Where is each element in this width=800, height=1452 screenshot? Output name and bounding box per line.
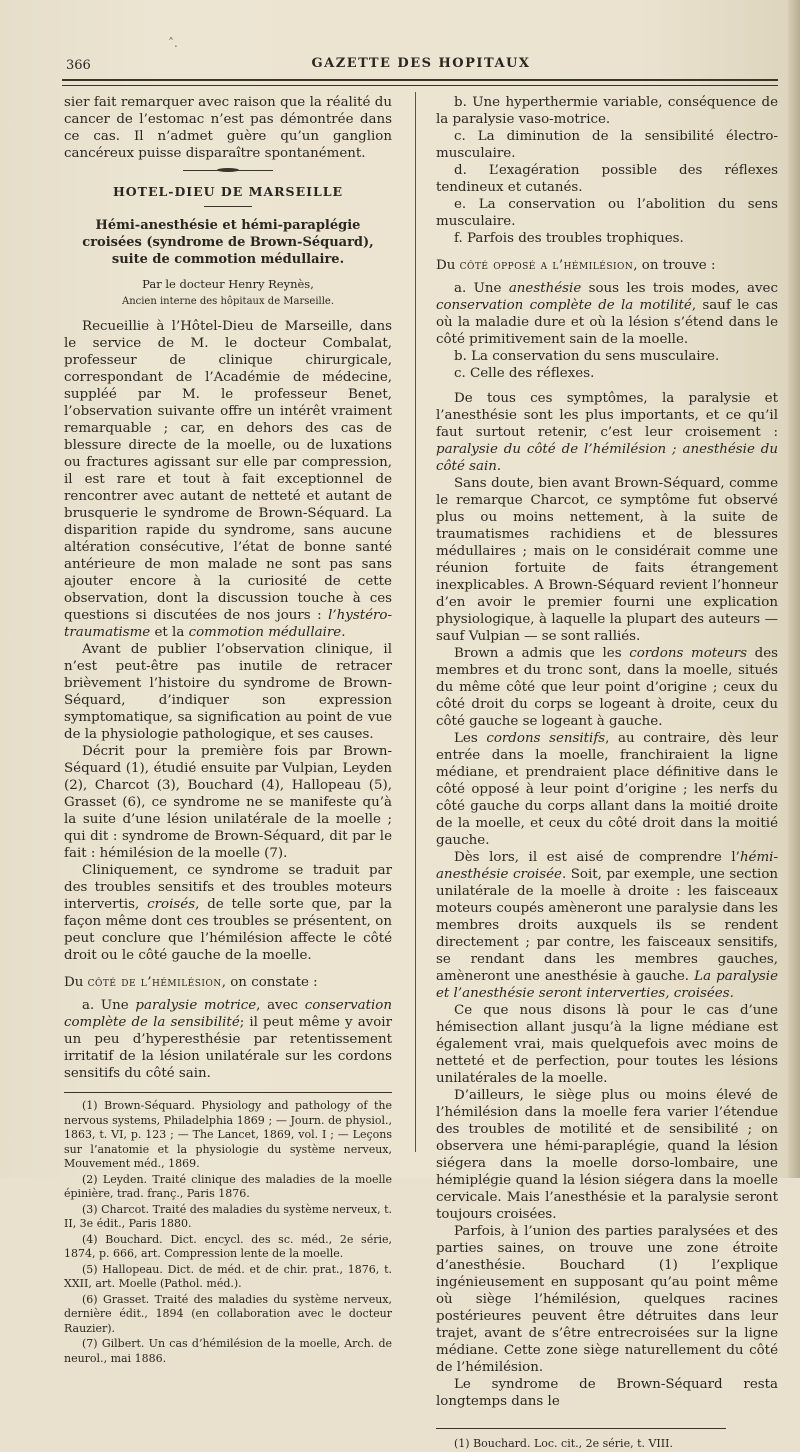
- rp5-a: Dès lors, il est aisé de comprendre l’: [454, 850, 740, 865]
- left-column: [64, 94, 392, 1367]
- rp5-em: hémi-anesthésie croisée: [436, 850, 778, 882]
- journal-title: GAZETTE DES HOPITAUX: [311, 56, 531, 71]
- term-hystero: l’hystéro-traumatisme: [64, 608, 392, 640]
- right-paragraph-8: Parfois, à l’union des parties paralysées et des parties saines, on trouve une zone étroite d’anesthésie. Bouchard (1) l’explique ingénieusement en supposant qu’au point même où siège l’hémilésion, quelques racines postérieures peuvent être détruites dans leur trajet, avant de s’être entrecroisées sur la ligne médiane. Cette zone siège naturellement du côté de l’hémilésion.: [436, 1224, 778, 1375]
- footnote: (4) Bouchard. Dict. encycl. des sc. méd., 2e série, 1874, p. 666, art. Compression lente de la moelle.: [64, 1232, 392, 1260]
- page-edge: [788, 0, 800, 1178]
- rp5-b: . Soit, par exemple, une section unilatérale de la moelle à droite : les faisceaux moteurs coupés amèneront une paralysie dans les membres droits auxquels ils se rendent directement ; par contre, les faisceaux sensitifs, se rendant dans les membres gauches, amèneront une anesthésie à gauche.: [436, 867, 778, 984]
- lead-1-a: Du: [64, 975, 84, 990]
- rp4-em: cordons sensitifs: [486, 731, 606, 746]
- item-a-3: ; il peut même y avoir un peu d’hyperesthésie par retentissement irritatif de la lésion unilatérale sur les cordons sensitifs du côté sain.: [64, 1015, 392, 1081]
- right-paragraph-3: [436, 645, 778, 730]
- title-rule: [204, 206, 252, 207]
- footnote: (2) Leyden. Traité clinique des maladies de la moelle épinière, trad. franç., Paris 1876.: [64, 1172, 392, 1200]
- lead-oppose: [436, 257, 778, 274]
- byline: [64, 276, 392, 293]
- r-a-1: a. Une: [454, 281, 502, 296]
- section-title: HOTEL-DIEU DE MARSEILLE: [112, 184, 344, 199]
- rp4-b: , au contraire, dès leur entrée dans la moelle, franchiraient la ligne médiane, et prendraient place définitive dans le côté opposé à leur point d’origine ; les nerfs du côté gauche du corps allant dans la moitié droite de la moelle, et ceux du côté droit dans la moitié gauche.: [436, 731, 778, 848]
- footnote: (5) Hallopeau. Dict. de méd. et de chir. prat., 1876, t. XXII, art. Moelle (Pathol. méd.).: [64, 1262, 392, 1290]
- right-paragraph-7: D’ailleurs, le siège plus ou moins élevé de l’hémilésion dans la moelle fera varier l’étendue des troubles de motilité et de sensibilité ; on observera une hémi-paraplégie, quand la lésion siégera dans la moelle dorso-lombaire, une hémiplégie quand la lésion siégera dans la moelle cervicale. Mais l’anesthésie et la paralysie seront toujours croisées.: [436, 1088, 778, 1222]
- right-paragraph-9: Le syndrome de Brown-Séquard resta longtemps dans le: [436, 1377, 778, 1409]
- item-a-em2: conservation complète de la sensibilité: [64, 998, 392, 1030]
- right-paragraph-5: [436, 849, 778, 1002]
- paragraph-1-mid: et la: [154, 625, 185, 640]
- r-a-2: sous les trois modes, avec: [588, 281, 778, 296]
- article-title: Hémi-anesthésie et hémi-paraplégie croisées (syndrome de Brown-Séquard), suite de commotion médullaire.: [82, 218, 374, 267]
- right-paragraph-2: Sans doute, bien avant Brown-Séquard, comme le remarque Charcot, ce symptôme fut observé plus ou moins nettement, à la suite de traumatismes rachidiens et de blessures médullaires ; mais on le considérait comme une réunion fortuite de faits étrangement inexplicables. A Brown-Séquard revient l’honneur d’en avoir le premier fourni une explication physiologique, à laquelle la plupart des auteurs — sauf Vulpian — se sont ralliés.: [436, 476, 778, 644]
- paragraph-1: [64, 318, 392, 641]
- lead-1-b: , on constate :: [221, 975, 318, 990]
- r-a-3: , sauf le cas où la maladie dure et où la lésion s’étend dans le côté primitivement sain de la moelle.: [436, 298, 778, 347]
- rp1-em: paralysie du côté de l’hémilésion ; anesthésie du côté sain.: [436, 442, 778, 474]
- rp3-a: Brown a admis que les: [454, 646, 622, 661]
- item-f: f. Parfois des troubles trophiques.: [454, 231, 684, 246]
- rp3-em: cordons moteurs: [629, 646, 747, 661]
- item-a-em1: paralysie motrice: [135, 998, 257, 1013]
- item-a-right: [436, 280, 778, 348]
- paragraph-1-text: Recueillie à l’Hôtel-Dieu de Marseille, dans le service de M. le docteur Combalat, professeur de clinique chirurgicale, correspondant de l’Académie de médecine, suppléé par M. le professeur Benet, l’observation suivante offre un intérêt vraiment remarquable ; car, en dehors des cas de blessure directe de la moelle, ou de luxations ou fractures agissant sur elle par compression, il est rare et tout à fait exceptionnel de rencontrer avec autant de netteté et autant de brusquerie le syndrome de Brown-Séquard. La disparition rapide du syndrome, sans aucune altération consécutive, l’état de bonne santé antérieure de mon malade ne sont pas sans ajouter encore à la curiosité de cette observation, dont la discussion touche à ces questions si discutées de nos jours :: [64, 319, 392, 623]
- author-role: Ancien interne des hôpitaux de Marseille.: [121, 296, 335, 307]
- right-paragraph-6: Ce que nous disons là pour le cas d’une hémisection allant jusqu’à la ligne médiane est également vrai, mais quelquefois avec moins de netteté et de perfection, pour toutes les lésions unilatérales de la moelle.: [436, 1003, 778, 1086]
- right-paragraph-4: [436, 730, 778, 849]
- footnote: (1) Brown-Séquard. Physiology and pathology of the nervous systems, Philadelphia 1869 ; — Journ. de physiol., 1863, t. VI, p. 123 ; — The Lancet, 1869, vol. I ; — Leçons sur l’anatomie et la physiologie du système nerveux, Mouvement méd., 1869.: [64, 1099, 392, 1170]
- page-number: 366: [66, 58, 91, 73]
- item-e: e. La conservation ou l’abolition du sens musculaire.: [436, 197, 778, 229]
- term-croises: croisés: [147, 897, 196, 912]
- lead-hemilesion: [64, 974, 392, 991]
- ink-mark: ˄.: [168, 36, 178, 50]
- item-a-2: , avec: [256, 998, 299, 1013]
- paragraph-4-a: Cliniquement, ce syndrome se traduit par des troubles sensitifs et des troubles moteurs intervertis,: [64, 863, 392, 912]
- column-divider: [415, 92, 416, 1152]
- rp3-b: des membres et du tronc sont, dans la moelle, situés du même côté que leur point d’origine ; ceux du côté droit du corps se logeant à droite, ceux du côté gauche se logeant à gauche.: [436, 646, 778, 729]
- rp5-em2: La paralysie et l’anesthésie seront interverties, croisées.: [436, 969, 779, 1001]
- separator-ornament: [183, 170, 273, 171]
- lead-1-sc: côté de l’hémilésion: [87, 975, 222, 990]
- item-b-right: b. La conservation du sens musculaire.: [454, 349, 720, 364]
- header-rule: [62, 79, 778, 81]
- header-rule-thin: [62, 85, 778, 86]
- footnote-right: (1) Bouchard. Loc. cit., 2e série, t. VIII.: [454, 1437, 673, 1450]
- footnote: (6) Grasset. Traité des maladies du système nerveux, dernière édit., 1894 (en collaboration avec le docteur Rauzier).: [64, 1292, 392, 1335]
- paragraph-4-b: , de telle sorte que, par la façon même dont ces troubles se présentent, on peut conclure que l’hémilésion affecte le côté droit ou le côté gauche de la moelle.: [64, 897, 392, 963]
- footnote: (3) Charcot. Traité des maladies du système nerveux, t. II, 3e édit., Paris 1880.: [64, 1202, 392, 1230]
- item-d: d. L’exagération possible des réflexes tendineux et cutanés.: [436, 163, 778, 195]
- paragraph-4: [64, 862, 392, 964]
- right-column: [436, 94, 778, 1452]
- paragraph-3: Décrit pour la première fois par Brown-Séquard (1), étudié ensuite par Vulpian, Leyden (2), Charcot (3), Bouchard (4), Hallopeau (5), Grasset (6), ce syndrome ne se manifeste qu’à la suite d’une lésion unilatérale de la moelle ; qui dit : syndrome de Brown-Séquard, dit par le fait : hémilésion de la moelle (7).: [64, 744, 392, 861]
- item-b: b. Une hyperthermie variable, conséquence de la paralysie vaso-motrice.: [436, 95, 778, 127]
- rp4-a: Les: [454, 731, 478, 746]
- lead-2-sc: côté opposé a l’hémilésion: [459, 258, 634, 273]
- right-paragraph-1: [436, 390, 778, 475]
- footnote: (7) Gilbert. Un cas d’hémilésion de la moelle, Arch. de neurol., mai 1886.: [64, 1337, 392, 1365]
- item-a-1: a. Une: [82, 998, 129, 1013]
- paragraph-2: Avant de publier l’observation clinique, il n’est peut-être pas inutile de retracer brièvement l’histoire du syndrome de Brown-Séquard, d’indiquer son expression symptomatique, sa signification au point de vue de la physiologie pathologique, et ses causes.: [64, 642, 392, 742]
- page-header: [62, 56, 780, 76]
- author-name: Par le docteur Henry Reynès,: [142, 277, 314, 291]
- footnotes-left: [64, 1092, 392, 1366]
- lead-2-b: , on trouve :: [633, 258, 716, 273]
- term-commotion: commotion médullaire: [188, 625, 342, 640]
- item-a-left: [64, 997, 392, 1082]
- item-c-right: c. Celle des réflexes.: [454, 366, 595, 381]
- lead-2-a: Du: [436, 258, 456, 273]
- r-a-em2: conservation complète de la motilité: [436, 298, 692, 313]
- item-c: c. La diminution de la sensibilité électro-musculaire.: [436, 129, 778, 161]
- intro-paragraph: sier fait remarquer avec raison que la réalité du cancer de l’estomac n’est pas démontrée dans ce cas. Il n’admet guère qu’un ganglion cancéreux puisse disparaître spontanément.: [64, 95, 392, 161]
- rp1-a: De tous ces symptômes, la paralysie et l’anesthésie sont les plus importants, et ce qu’il faut surtout retenir, c’est leur croisement :: [436, 391, 778, 440]
- paragraph-1-end: .: [341, 625, 346, 640]
- r-a-em1: anesthésie: [508, 281, 582, 296]
